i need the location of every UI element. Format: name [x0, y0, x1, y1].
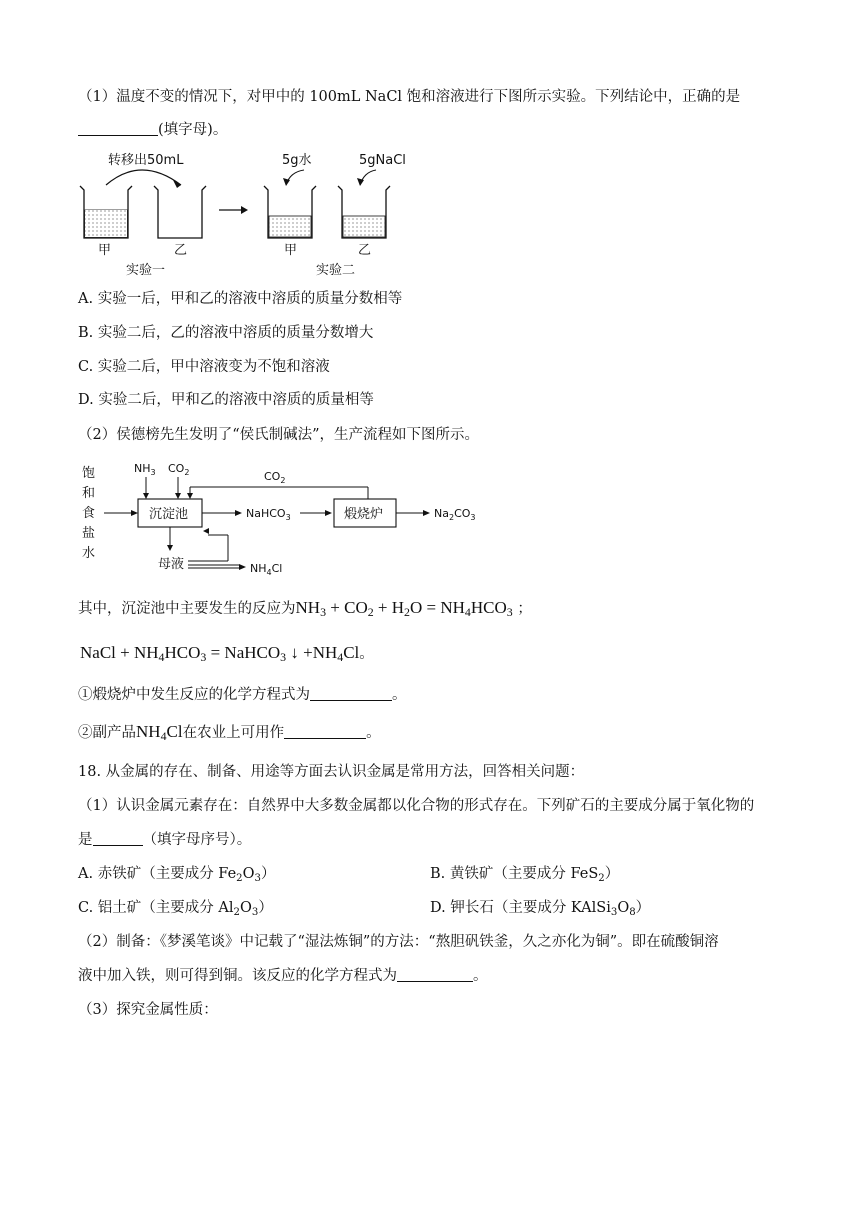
q2-sub1: ①煅烧炉中发生反应的化学方程式为 。 [78, 687, 407, 703]
q2-sub2: ②副产品$NH_4Cl$在农业上可用作 。 [78, 722, 381, 743]
co2-recycle-label: $CO_2$ [264, 470, 286, 485]
q1-option-c[interactable]: C. 实验二后，甲中溶液变为不饱和溶液 [78, 359, 330, 375]
answer-blank[interactable] [397, 967, 473, 982]
q18-p1-line2: 是 （填字母序号）。 [78, 832, 252, 848]
q18-p3: （3）探究金属性质： [78, 1002, 218, 1018]
add-water-label: 5g水 [282, 153, 312, 168]
hou-process-flowchart [78, 455, 498, 585]
na2co3-label: $Na_2CO_3$ [434, 507, 476, 522]
beaker-jia-2 [264, 186, 316, 238]
label-yi-1: 乙 [174, 243, 188, 258]
nh4cl-label: $NH_4Cl$ [250, 562, 283, 577]
q18-option-a[interactable]: A. 赤铁矿（主要成分 $Fe_2O_3$） [78, 866, 276, 884]
answer-blank[interactable] [78, 121, 158, 136]
add-nacl-label: 5gNaCl [359, 153, 406, 168]
mother-liquor-label: 母液 [158, 557, 185, 572]
label-jia-1: 甲 [98, 243, 112, 258]
q1-stem: （1）温度不变的情况下，对甲中的 100mL NaCl 饱和溶液进行下图所示实验。下列结论中，正确的是 [78, 89, 741, 105]
beaker-jia-1 [80, 186, 132, 238]
q1-option-d[interactable]: D. 实验二后，甲和乙的溶液中溶质的质量相等 [78, 392, 374, 408]
beaker-yi-2 [338, 186, 390, 238]
feed-char-5: 水 [82, 546, 96, 561]
answer-blank[interactable] [93, 831, 143, 846]
transfer-label: 转移出50mL [108, 153, 184, 168]
q18-p1-line1: （1）认识金属元素存在：自然界中大多数金属都以化合物的形式存在。下列矿石的主要成分属于氧化物的 [78, 798, 755, 814]
q18-p2-line2: 液中加入铁，则可得到铜。该反应的化学方程式为 。 [78, 968, 488, 984]
label-yi-2: 乙 [358, 243, 372, 258]
q18-p2-line1: （2）制备：《梦溪笔谈》中记载了“湿法炼铜”的方法：“熬胆矾铁釜，久之亦化为铜”。即在硫酸铜溶 [78, 934, 719, 950]
feed-char-2: 和 [82, 486, 96, 501]
feed-char-1: 饱 [82, 466, 96, 481]
answer-blank[interactable] [310, 686, 392, 701]
furnace-label: 煅烧炉 [344, 507, 384, 522]
equation-2: NaCl + $NH_4HCO_3$ = NaHCO$_3$ ↓ $+NH_4Cl$。 [80, 643, 374, 664]
beaker-experiment-figure [76, 150, 436, 280]
q18-option-d[interactable]: D. 钾长石（主要成分 $KAlSi_3O_8$） [430, 900, 651, 918]
q1-stem-tail: (填字母)。 [78, 120, 227, 140]
q18-stem: 18. 从金属的存在、制备、用途等方面去认识金属是常用方法，回答相关问题： [78, 764, 585, 780]
reaction-line-1: 其中，沉淀池中主要发生的反应为$NH_3 + CO_2 + H_2O = NH_4HCO_3$ ； [78, 598, 532, 619]
q2-stem: （2）侯德榜先生发明了“侯氏制碱法”，生产流程如下图所示。 [78, 427, 480, 443]
exp1-caption: 实验一 [126, 263, 166, 278]
answer-blank[interactable] [284, 724, 366, 739]
co2-input-label: $CO_2$ [168, 462, 190, 477]
nahco3-label: NaHCO$_3$ [246, 507, 291, 522]
label-jia-2: 甲 [284, 243, 298, 258]
q1-option-a[interactable]: A. 实验一后，甲和乙的溶液中溶质的质量分数相等 [78, 291, 403, 307]
feed-char-4: 盐 [82, 526, 96, 541]
q18-option-b[interactable]: B. 黄铁矿（主要成分 FeS$_2$） [430, 866, 620, 884]
q18-option-c[interactable]: C. 铝土矿（主要成分 $Al_2O_3$） [78, 900, 273, 918]
beaker-yi-1 [154, 186, 206, 238]
tank-label: 沉淀池 [149, 507, 189, 522]
equation-1: $NH_3 + CO_2 + H_2O = NH_4HCO_3$ [295, 598, 513, 619]
exp2-caption: 实验二 [316, 263, 356, 278]
nh3-input-label: $NH_3$ [134, 462, 156, 477]
q1-option-b[interactable]: B. 实验二后，乙的溶液中溶质的质量分数增大 [78, 325, 374, 341]
feed-char-3: 食 [82, 506, 96, 521]
